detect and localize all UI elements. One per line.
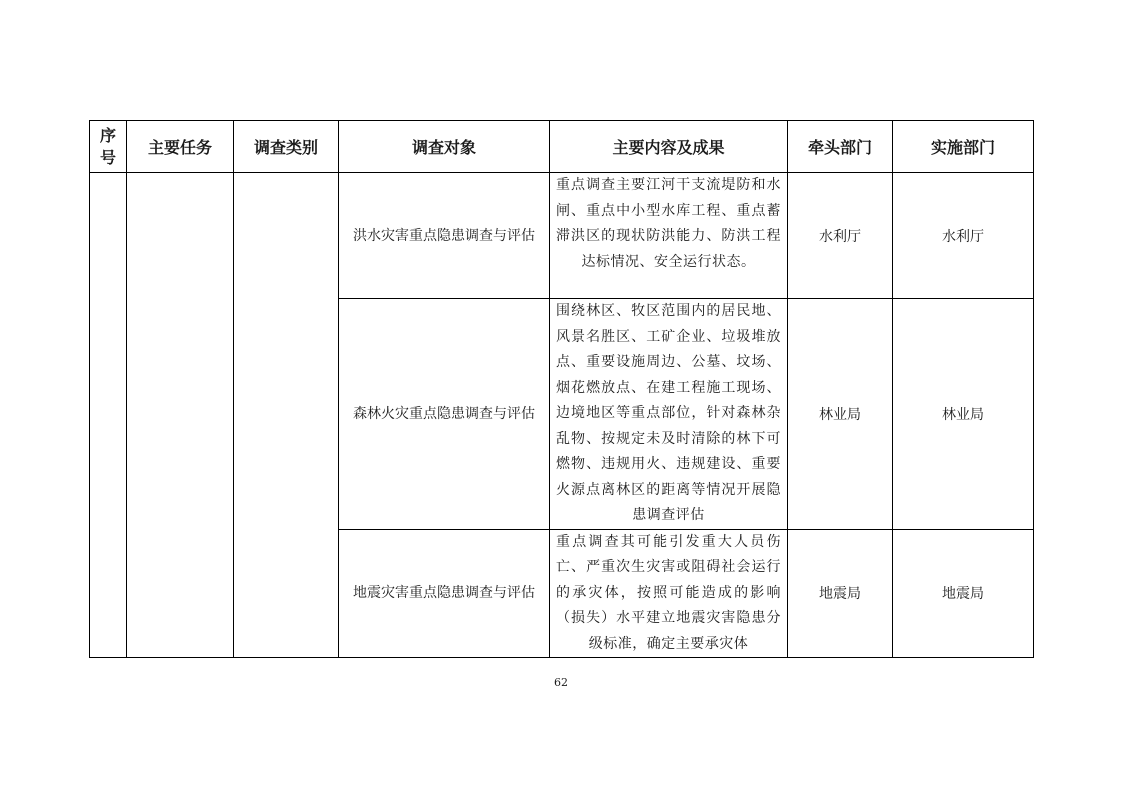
category-cell [234,173,339,658]
page-number: 62 [554,676,568,689]
table-header-row [90,121,1034,173]
task-table [89,120,1034,658]
impl-dept-cell: 林业局 [893,299,1034,530]
header-seq-line1: 序 [99,125,116,145]
object-cell: 地震灾害重点隐患调查与评估 [339,529,550,658]
header-seq [90,121,127,173]
content-cell: 围绕林区、牧区范围内的居民地、风景名胜区、工矿企业、垃圾堆放点、重要设施周边、公墓、坟场、烟花燃放点、在建工程施工现场、边境地区等重点部位，针对森林杂乱物、按规定未及时清除的林下可燃物、违规用火、违规建设、重要火源点离林区的距离等情况开展隐患调查评估 [550,299,788,530]
object-cell: 森林火灾重点隐患调查与评估 [339,299,550,530]
header-category: 调查类别 [234,121,339,173]
table-row [90,173,1034,299]
lead-dept-cell: 水利厅 [788,173,893,299]
impl-dept-cell: 水利厅 [893,173,1034,299]
header-lead-dept: 牵头部门 [788,121,893,173]
content-cell: 重点调查主要江河干支流堤防和水闸、重点中小型水库工程、重点蓄滞洪区的现状防洪能力、防洪工程达标情况、安全运行状态。 [550,173,788,299]
lead-dept-cell: 地震局 [788,529,893,658]
seq-cell [90,173,127,658]
content-cell: 重点调查其可能引发重大人员伤亡、严重次生灾害或阻碍社会运行的承灾体，按照可能造成的影响（损失）水平建立地震灾害隐患分级标准，确定主要承灾体 [550,529,788,658]
impl-dept-cell: 地震局 [893,529,1034,658]
header-content: 主要内容及成果 [550,121,788,173]
lead-dept-cell: 林业局 [788,299,893,530]
header-seq-line2: 号 [99,147,116,167]
header-object: 调查对象 [339,121,550,173]
header-task: 主要任务 [127,121,234,173]
header-impl-dept: 实施部门 [893,121,1034,173]
task-cell [127,173,234,658]
object-cell: 洪水灾害重点隐患调查与评估 [339,173,550,299]
